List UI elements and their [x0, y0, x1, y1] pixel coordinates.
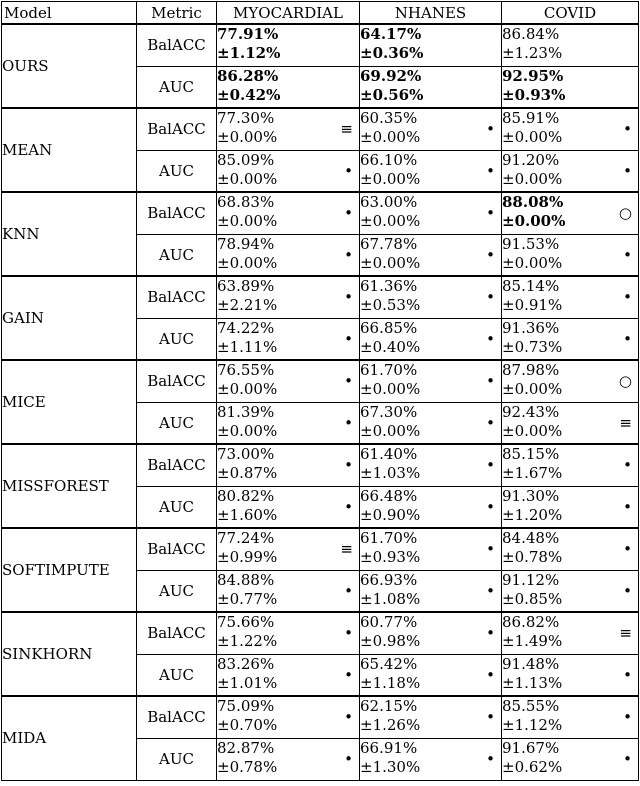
- std-value: ±1.11%: [217, 337, 278, 356]
- mean-value: 92.43%: [502, 402, 560, 421]
- std-value: ±0.93%: [502, 85, 566, 104]
- mean-value: 85.14%: [502, 277, 560, 295]
- mean-value: 75.09%: [217, 697, 275, 715]
- std-value: ±0.93%: [360, 548, 421, 566]
- result-cell-covid: [502, 528, 639, 570]
- mean-value: 67.78%: [360, 234, 418, 253]
- mean-value: 80.82%: [217, 486, 275, 505]
- std-value: ±0.00%: [360, 380, 421, 398]
- std-value: ±0.73%: [502, 337, 563, 356]
- result-cell-nhanes: [360, 444, 502, 486]
- significance-bullet-icon: •: [623, 329, 632, 348]
- std-value: ±1.13%: [502, 673, 563, 692]
- significance-bullet-icon: •: [623, 581, 632, 600]
- significance-bullet-icon: •: [623, 245, 632, 264]
- mean-value: 78.94%: [217, 234, 275, 253]
- metric-name: BalACC: [137, 192, 217, 234]
- result-cell-myocardial: [217, 444, 360, 486]
- mean-value: 61.70%: [360, 529, 418, 547]
- result-cell-nhanes: [360, 654, 502, 696]
- result-cell-myocardial: [217, 738, 360, 780]
- mean-value: 91.20%: [502, 150, 560, 169]
- table-row: [2, 108, 639, 150]
- std-value: ±1.49%: [502, 632, 563, 650]
- std-value: ±1.03%: [360, 464, 421, 482]
- mean-value: 82.87%: [217, 738, 275, 757]
- result-cell-myocardial: [217, 108, 360, 150]
- significance-bullet-icon: •: [344, 497, 353, 516]
- std-value: ±0.42%: [217, 85, 281, 104]
- mean-value: 62.15%: [360, 697, 418, 715]
- result-cell-myocardial: [217, 486, 360, 528]
- std-value: ±0.00%: [217, 253, 278, 272]
- mean-value: 60.77%: [360, 613, 418, 631]
- result-cell-nhanes: [360, 528, 502, 570]
- std-value: ±1.26%: [360, 716, 421, 734]
- mean-value: 77.30%: [217, 109, 275, 127]
- result-cell-myocardial: [217, 24, 360, 66]
- metric-name: BalACC: [137, 276, 217, 318]
- result-cell-covid: [502, 402, 639, 444]
- result-cell-nhanes: [360, 234, 502, 276]
- mean-value: 91.53%: [502, 234, 560, 253]
- mean-value: 68.83%: [217, 193, 275, 211]
- result-cell-nhanes: [360, 486, 502, 528]
- result-cell-nhanes: [360, 24, 502, 66]
- mean-value: 84.48%: [502, 529, 560, 547]
- significance-bullet-icon: •: [486, 413, 495, 432]
- std-value: ±1.30%: [360, 757, 421, 776]
- std-value: ±0.00%: [217, 421, 278, 440]
- std-value: ±0.91%: [502, 296, 563, 314]
- significance-bullet-icon: •: [344, 581, 353, 600]
- significance-bullet-icon: •: [344, 288, 353, 306]
- significance-bullet-icon: •: [623, 497, 632, 516]
- model-name: MICE: [2, 360, 137, 444]
- result-cell-myocardial: [217, 696, 360, 738]
- result-cell-myocardial: [217, 192, 360, 234]
- mean-value: 75.66%: [217, 613, 275, 631]
- result-cell-covid: [502, 276, 639, 318]
- significance-equiv-icon: ≡: [619, 624, 632, 642]
- metric-name: BalACC: [137, 612, 217, 654]
- std-value: ±0.78%: [217, 757, 278, 776]
- significance-bullet-icon: •: [486, 497, 495, 516]
- result-cell-nhanes: [360, 360, 502, 402]
- mean-value: 86.82%: [502, 613, 560, 631]
- std-value: ±0.77%: [217, 589, 278, 608]
- std-value: ±0.87%: [217, 464, 278, 482]
- results-table: [1, 1, 639, 781]
- model-name: GAIN: [2, 276, 137, 360]
- std-value: ±0.00%: [360, 253, 421, 272]
- significance-bullet-icon: •: [623, 749, 632, 768]
- significance-bullet-icon: •: [344, 708, 353, 726]
- table-body: [2, 24, 639, 780]
- std-value: ±0.00%: [217, 169, 278, 188]
- significance-equiv-icon: ≡: [619, 413, 632, 432]
- significance-bullet-icon: •: [344, 749, 353, 768]
- mean-value: 73.00%: [217, 445, 275, 463]
- result-cell-nhanes: [360, 150, 502, 192]
- significance-bullet-icon: •: [486, 456, 495, 474]
- mean-value: 63.89%: [217, 277, 275, 295]
- mean-value: 66.10%: [360, 150, 418, 169]
- mean-value: 76.55%: [217, 361, 275, 379]
- mean-value: 83.26%: [217, 654, 275, 673]
- mean-value: 61.40%: [360, 445, 418, 463]
- mean-value: 92.95%: [502, 66, 564, 85]
- mean-value: 66.93%: [360, 570, 418, 589]
- std-value: ±0.00%: [360, 421, 421, 440]
- mean-value: 86.28%: [217, 66, 279, 85]
- mean-value: 69.92%: [360, 66, 422, 85]
- std-value: ±0.00%: [217, 380, 278, 398]
- significance-bullet-icon: •: [623, 540, 632, 558]
- result-cell-covid: [502, 66, 639, 108]
- mean-value: 87.98%: [502, 361, 560, 379]
- result-cell-myocardial: [217, 318, 360, 360]
- significance-bullet-icon: •: [623, 120, 632, 138]
- significance-bullet-icon: •: [344, 413, 353, 432]
- std-value: ±1.08%: [360, 589, 421, 608]
- model-name: SOFTIMPUTE: [2, 528, 137, 612]
- result-cell-covid: [502, 234, 639, 276]
- result-cell-nhanes: [360, 108, 502, 150]
- mean-value: 84.88%: [217, 570, 275, 589]
- header-model: Model: [2, 2, 137, 25]
- std-value: ±0.99%: [217, 548, 278, 566]
- result-cell-myocardial: [217, 66, 360, 108]
- significance-bullet-icon: •: [623, 665, 632, 684]
- model-name: MEAN: [2, 108, 137, 192]
- std-value: ±0.00%: [502, 380, 563, 398]
- std-value: ±0.98%: [360, 632, 421, 650]
- significance-bullet-icon: •: [623, 161, 632, 180]
- std-value: ±1.67%: [502, 464, 563, 482]
- mean-value: 91.12%: [502, 570, 560, 589]
- std-value: ±0.00%: [502, 169, 563, 188]
- result-cell-nhanes: [360, 402, 502, 444]
- significance-bullet-icon: •: [623, 456, 632, 474]
- significance-circle-icon: ○: [618, 204, 632, 222]
- std-value: ±0.85%: [502, 589, 563, 608]
- std-value: ±0.00%: [502, 421, 563, 440]
- metric-name: AUC: [137, 654, 217, 696]
- std-value: ±1.18%: [360, 673, 421, 692]
- mean-value: 65.42%: [360, 654, 418, 673]
- std-value: ±0.00%: [217, 128, 278, 146]
- model-name: OURS: [2, 24, 137, 108]
- std-value: ±0.00%: [502, 212, 566, 230]
- header-dataset-myocardial: MYOCARDIAL: [217, 2, 360, 25]
- std-value: ±0.40%: [360, 337, 421, 356]
- std-value: ±0.78%: [502, 548, 563, 566]
- significance-bullet-icon: •: [344, 624, 353, 642]
- std-value: ±1.23%: [502, 44, 563, 62]
- significance-bullet-icon: •: [486, 288, 495, 306]
- result-cell-covid: [502, 654, 639, 696]
- significance-bullet-icon: •: [486, 540, 495, 558]
- result-cell-covid: [502, 696, 639, 738]
- mean-value: 66.91%: [360, 738, 418, 757]
- significance-bullet-icon: •: [486, 120, 495, 138]
- std-value: ±0.62%: [502, 757, 563, 776]
- result-cell-nhanes: [360, 192, 502, 234]
- header-row: [2, 2, 639, 25]
- metric-name: AUC: [137, 402, 217, 444]
- std-value: ±2.21%: [217, 296, 278, 314]
- significance-bullet-icon: •: [344, 204, 353, 222]
- mean-value: 77.24%: [217, 529, 275, 547]
- result-cell-nhanes: [360, 276, 502, 318]
- metric-name: AUC: [137, 234, 217, 276]
- significance-bullet-icon: •: [623, 288, 632, 306]
- mean-value: 85.91%: [502, 109, 560, 127]
- mean-value: 67.30%: [360, 402, 418, 421]
- table-row: [2, 276, 639, 318]
- significance-bullet-icon: •: [344, 372, 353, 390]
- std-value: ±0.00%: [502, 128, 563, 146]
- metric-name: BalACC: [137, 444, 217, 486]
- result-cell-covid: [502, 444, 639, 486]
- mean-value: 91.67%: [502, 738, 560, 757]
- mean-value: 81.39%: [217, 402, 275, 421]
- table-row: [2, 444, 639, 486]
- header-dataset-covid: COVID: [502, 2, 639, 25]
- significance-bullet-icon: •: [344, 161, 353, 180]
- std-value: ±0.00%: [217, 212, 278, 230]
- table-row: [2, 192, 639, 234]
- metric-name: AUC: [137, 738, 217, 780]
- std-value: ±1.12%: [502, 716, 563, 734]
- mean-value: 64.17%: [360, 25, 422, 43]
- table-row: [2, 696, 639, 738]
- result-cell-covid: [502, 360, 639, 402]
- result-cell-covid: [502, 486, 639, 528]
- table-row: [2, 360, 639, 402]
- significance-bullet-icon: •: [486, 161, 495, 180]
- result-cell-myocardial: [217, 276, 360, 318]
- result-cell-myocardial: [217, 360, 360, 402]
- result-cell-covid: [502, 318, 639, 360]
- significance-bullet-icon: •: [486, 581, 495, 600]
- std-value: ±0.90%: [360, 505, 421, 524]
- result-cell-covid: [502, 570, 639, 612]
- metric-name: AUC: [137, 150, 217, 192]
- std-value: ±0.56%: [360, 85, 424, 104]
- mean-value: 63.00%: [360, 193, 418, 211]
- table-row: [2, 24, 639, 66]
- std-value: ±0.00%: [360, 212, 421, 230]
- result-cell-myocardial: [217, 612, 360, 654]
- mean-value: 91.48%: [502, 654, 560, 673]
- std-value: ±0.53%: [360, 296, 421, 314]
- header-metric: Metric: [137, 2, 217, 25]
- result-cell-nhanes: [360, 570, 502, 612]
- significance-bullet-icon: •: [344, 456, 353, 474]
- significance-circle-icon: ○: [618, 372, 632, 390]
- result-cell-covid: [502, 192, 639, 234]
- significance-bullet-icon: •: [344, 329, 353, 348]
- result-cell-covid: [502, 738, 639, 780]
- std-value: ±0.70%: [217, 716, 278, 734]
- significance-bullet-icon: •: [486, 204, 495, 222]
- std-value: ±0.36%: [360, 44, 424, 62]
- mean-value: 85.09%: [217, 150, 275, 169]
- result-cell-myocardial: [217, 150, 360, 192]
- result-cell-nhanes: [360, 738, 502, 780]
- mean-value: 77.91%: [217, 25, 279, 43]
- significance-bullet-icon: •: [486, 665, 495, 684]
- result-cell-nhanes: [360, 696, 502, 738]
- metric-name: BalACC: [137, 360, 217, 402]
- std-value: ±1.20%: [502, 505, 563, 524]
- mean-value: 61.70%: [360, 361, 418, 379]
- mean-value: 60.35%: [360, 109, 418, 127]
- std-value: ±1.01%: [217, 673, 278, 692]
- significance-bullet-icon: •: [486, 708, 495, 726]
- metric-name: BalACC: [137, 528, 217, 570]
- metric-name: BalACC: [137, 24, 217, 66]
- mean-value: 85.15%: [502, 445, 560, 463]
- significance-bullet-icon: •: [486, 624, 495, 642]
- result-cell-myocardial: [217, 402, 360, 444]
- mean-value: 91.36%: [502, 318, 560, 337]
- mean-value: 85.55%: [502, 697, 560, 715]
- metric-name: AUC: [137, 570, 217, 612]
- result-cell-covid: [502, 108, 639, 150]
- table-row: [2, 612, 639, 654]
- std-value: ±0.00%: [360, 169, 421, 188]
- result-cell-myocardial: [217, 570, 360, 612]
- significance-bullet-icon: •: [486, 329, 495, 348]
- result-cell-nhanes: [360, 612, 502, 654]
- significance-bullet-icon: •: [344, 245, 353, 264]
- result-cell-myocardial: [217, 528, 360, 570]
- std-value: ±1.60%: [217, 505, 278, 524]
- model-name: KNN: [2, 192, 137, 276]
- result-cell-covid: [502, 150, 639, 192]
- mean-value: 74.22%: [217, 318, 275, 337]
- significance-bullet-icon: •: [486, 749, 495, 768]
- result-cell-nhanes: [360, 318, 502, 360]
- std-value: ±0.00%: [360, 128, 421, 146]
- significance-equiv-icon: ≡: [340, 540, 353, 558]
- significance-bullet-icon: •: [344, 665, 353, 684]
- metric-name: AUC: [137, 486, 217, 528]
- metric-name: AUC: [137, 66, 217, 108]
- result-cell-covid: [502, 612, 639, 654]
- significance-bullet-icon: •: [623, 708, 632, 726]
- mean-value: 91.30%: [502, 486, 560, 505]
- model-name: SINKHORN: [2, 612, 137, 696]
- result-cell-myocardial: [217, 654, 360, 696]
- std-value: ±1.22%: [217, 632, 278, 650]
- mean-value: 88.08%: [502, 193, 564, 211]
- result-cell-myocardial: [217, 234, 360, 276]
- mean-value: 66.48%: [360, 486, 418, 505]
- header-dataset-nhanes: NHANES: [360, 2, 502, 25]
- significance-equiv-icon: ≡: [340, 120, 353, 138]
- metric-name: BalACC: [137, 108, 217, 150]
- result-cell-nhanes: [360, 66, 502, 108]
- mean-value: 86.84%: [502, 25, 560, 43]
- mean-value: 66.85%: [360, 318, 418, 337]
- table-row: [2, 528, 639, 570]
- model-name: MISSFOREST: [2, 444, 137, 528]
- result-cell-covid: [502, 24, 639, 66]
- significance-bullet-icon: •: [486, 372, 495, 390]
- mean-value: 61.36%: [360, 277, 418, 295]
- std-value: ±0.00%: [502, 253, 563, 272]
- model-name: MIDA: [2, 696, 137, 780]
- significance-bullet-icon: •: [486, 245, 495, 264]
- std-value: ±1.12%: [217, 44, 281, 62]
- metric-name: BalACC: [137, 696, 217, 738]
- metric-name: AUC: [137, 318, 217, 360]
